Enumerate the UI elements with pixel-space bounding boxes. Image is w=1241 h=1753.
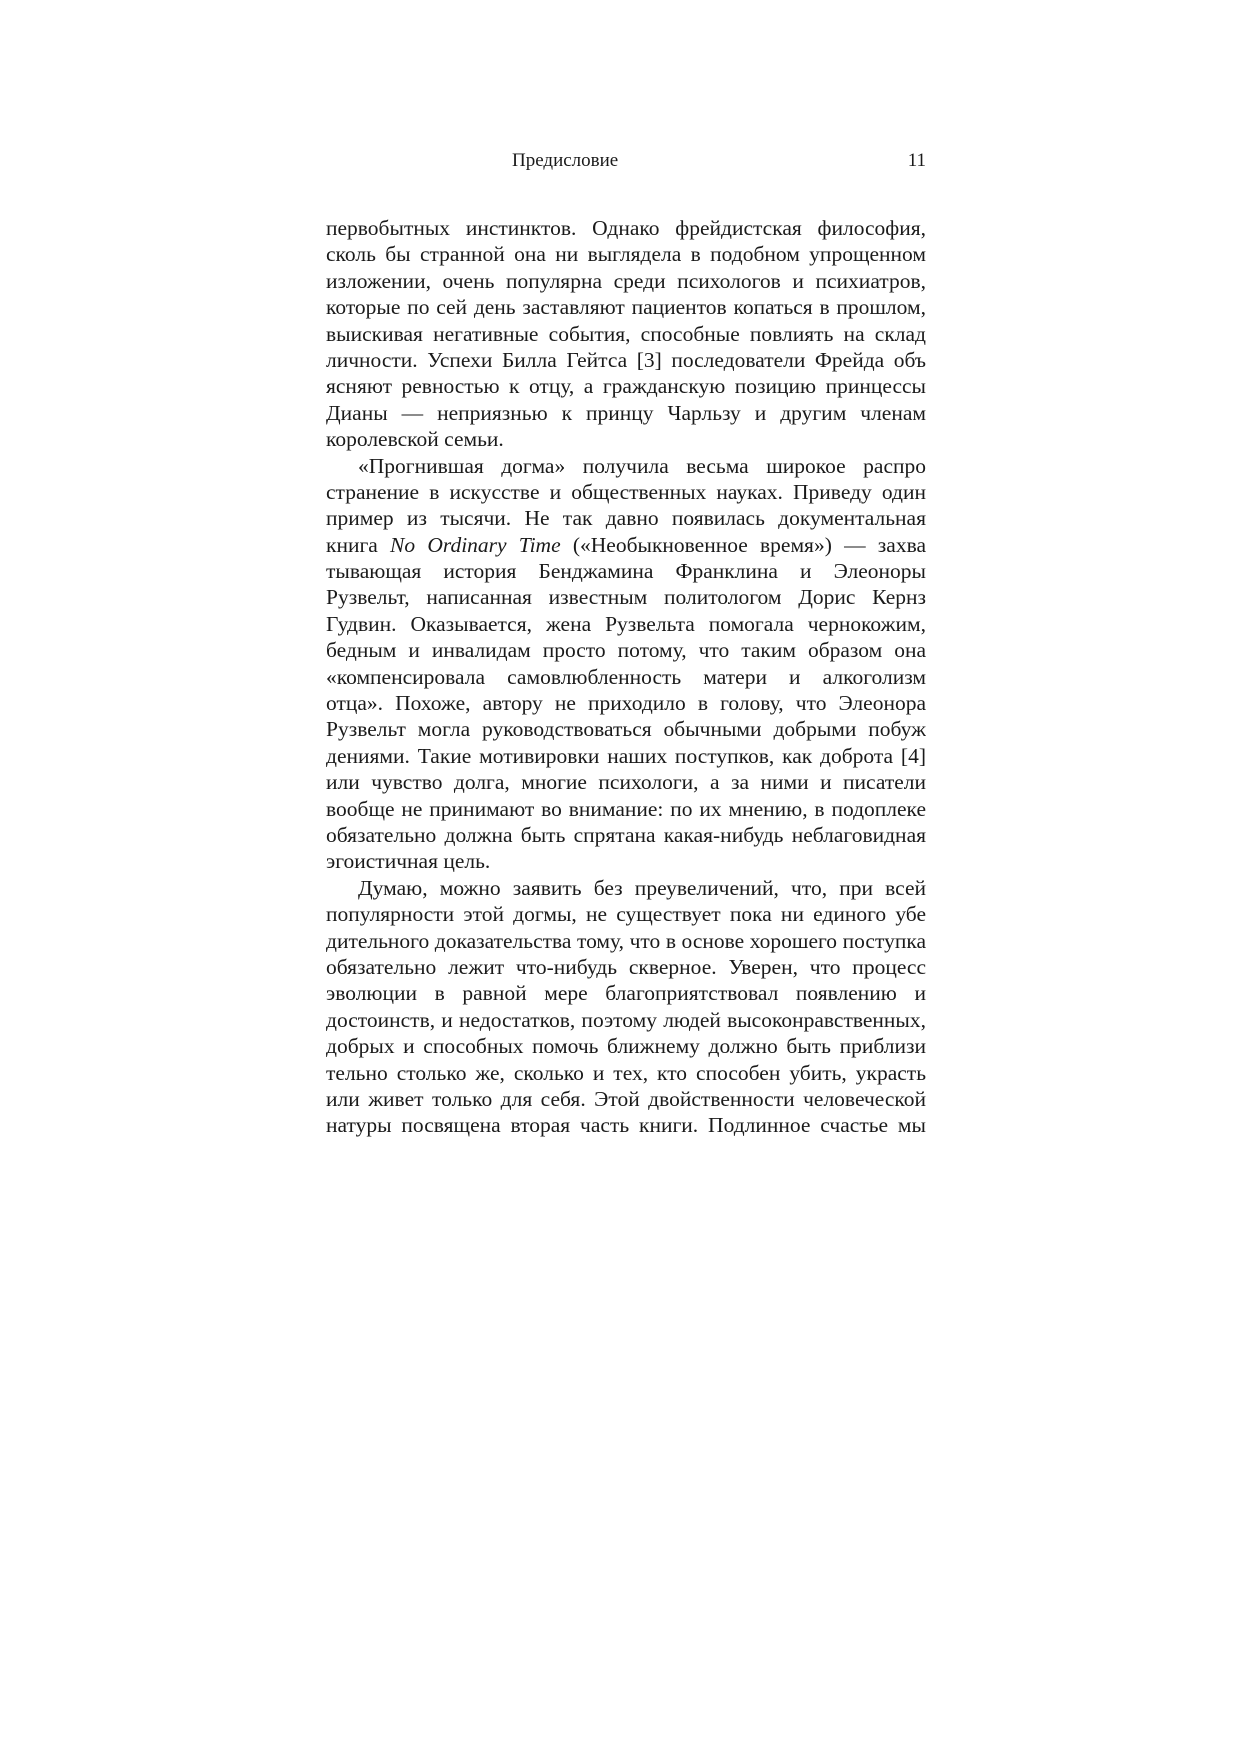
text-line: Рузвельт могла руководствоваться обычными добрыми побуж bbox=[326, 717, 926, 742]
text-line: пример из тысячи. Не так давно появилась документальная bbox=[326, 506, 926, 531]
paragraph bbox=[326, 453, 926, 875]
text-line: королевской семьи. bbox=[326, 427, 504, 452]
body-text bbox=[326, 215, 926, 1139]
text-line: «Прогнившая догма» получила весьма широкое распро bbox=[358, 453, 926, 478]
paragraph bbox=[326, 875, 926, 1139]
text-line: выискивая негативные события, способные повлиять на склад bbox=[326, 321, 926, 346]
text-line: достоинств, и недостатков, поэтому людей высоконравственных, bbox=[326, 1007, 926, 1032]
text-fragment: («Необыкновенное время») — захва bbox=[560, 532, 926, 557]
text-line: вообще не принимают во внимание: по их мнению, в подоплеке bbox=[326, 796, 926, 821]
text-line-with-title bbox=[326, 532, 926, 558]
text-line: странение в искусстве и общественных науках. Приведу один bbox=[326, 479, 926, 504]
text-line: обязательно лежит что-нибудь скверное. Уверен, что процесс bbox=[326, 954, 926, 979]
text-line: первобытных инстинктов. Однако фрейдистская философия, bbox=[326, 216, 926, 240]
text-line: или чувство долга, многие психологи, а за ними и писатели bbox=[326, 770, 926, 795]
text-line: тывающая история Бенджамина Франклина и Элеоноры bbox=[326, 559, 926, 584]
text-line: или живет только для себя. Этой двойственности человеческой bbox=[326, 1086, 926, 1111]
text-line: ясняют ревностью к отцу, а гражданскую позицию принцессы bbox=[326, 374, 926, 399]
text-line: обязательно должна быть спрятана какая-нибудь неблаговидная bbox=[326, 822, 926, 847]
text-line: Дианы — неприязнью к принцу Чарльзу и другим членам bbox=[326, 400, 926, 425]
text-line: эволюции в равной мере благоприятствовал появлению и bbox=[326, 981, 926, 1006]
text-line: добрых и способных помочь ближнему должно быть приблизи bbox=[326, 1034, 926, 1059]
text-line: сколь бы странной она ни выглядела в подобном упрощенном bbox=[326, 242, 926, 267]
text-line: эгоистичная цель. bbox=[326, 849, 491, 874]
text-line: «компенсировала самовлюбленность матери и алкоголизм bbox=[326, 664, 926, 689]
text-line: Рузвельт, написанная известным политологом Дорис Кернз bbox=[326, 585, 926, 610]
text-line: дениями. Такие мотивировки наших поступков, как доброта [4] bbox=[326, 743, 926, 768]
text-line: отца». Похоже, автору не приходило в голову, что Элеонора bbox=[326, 691, 926, 716]
text-line: изложении, очень популярна среди психологов и психиатров, bbox=[326, 268, 926, 293]
text-line: бедным и инвалидам просто потому, что таким образом она bbox=[326, 638, 926, 663]
text-fragment: книга bbox=[326, 532, 391, 557]
page-number: 11 bbox=[907, 150, 926, 171]
running-title: Предисловие bbox=[512, 150, 619, 171]
text-line: личности. Успехи Билла Гейтса [3] последователи Фрейда объ bbox=[326, 347, 926, 372]
text-line: дительного доказательства тому, что в основе хорошего поступка bbox=[326, 928, 926, 953]
text-line: тельно столько же, сколько и тех, кто способен убить, украсть bbox=[326, 1060, 926, 1085]
text-line: Гудвин. Оказывается, жена Рузвельта помогала чернокожим, bbox=[326, 611, 926, 636]
book-title: No Ordinary Time bbox=[390, 532, 561, 557]
text-line: которые по сей день заставляют пациентов копаться в прошлом, bbox=[326, 295, 926, 320]
text-line: популярности этой догмы, не существует пока ни единого убе bbox=[326, 902, 926, 927]
text-line: Думаю, можно заявить без преувеличений, что, при всей bbox=[358, 875, 926, 900]
running-header bbox=[326, 148, 926, 178]
paragraph bbox=[326, 215, 926, 453]
text-line: натуры посвящена вторая часть книги. Подлинное счастье мы bbox=[326, 1113, 926, 1138]
